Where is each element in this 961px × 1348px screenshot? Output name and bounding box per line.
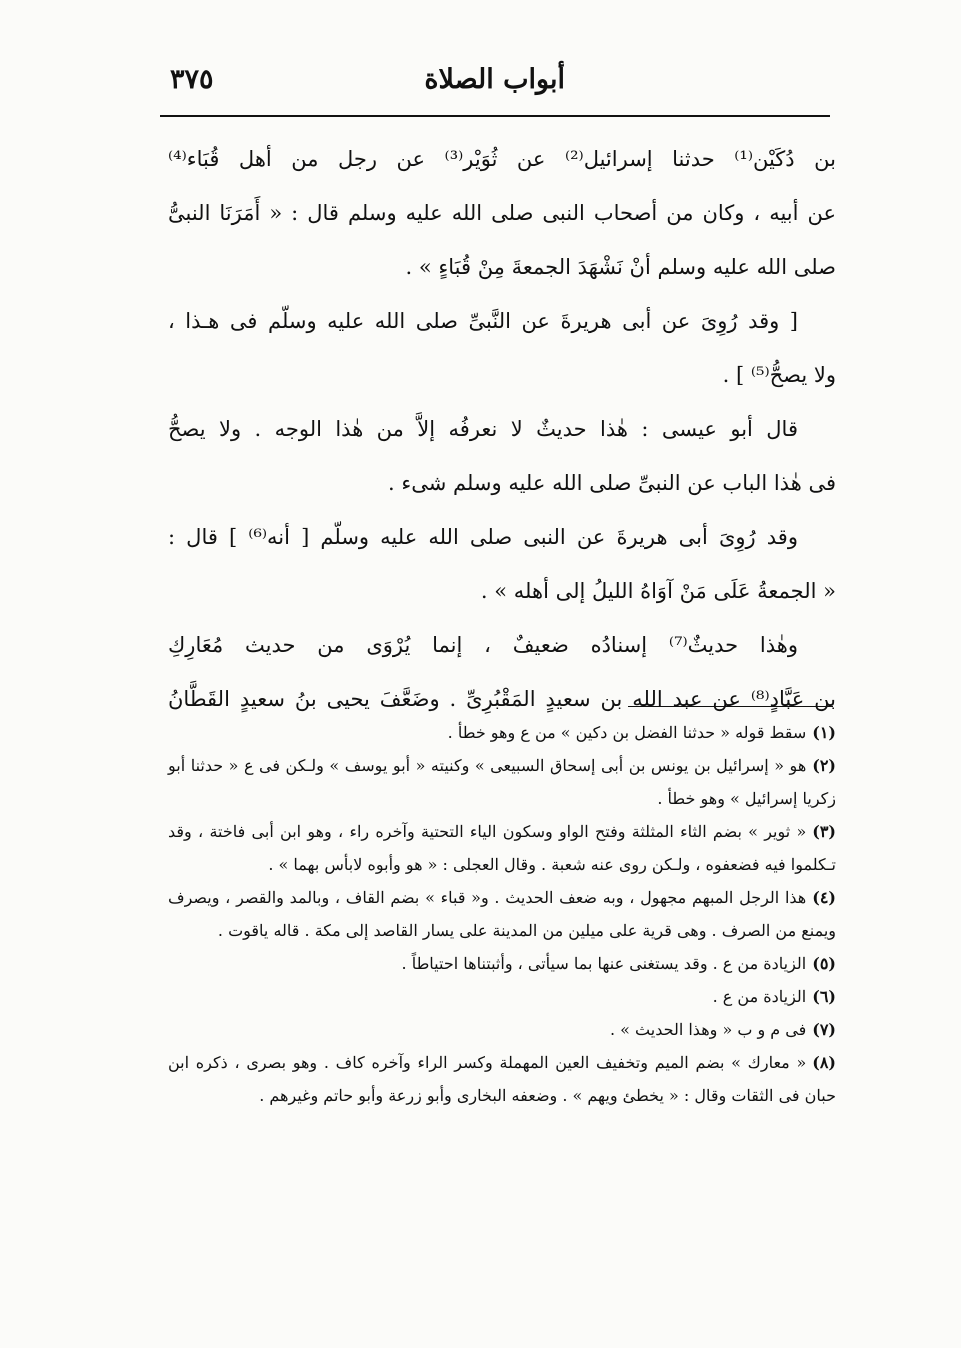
footnote <box>168 980 836 1013</box>
footnote <box>168 1013 836 1046</box>
text-line: بن دُكَيْن⁽¹⁾ حدثنا إسرائيل⁽²⁾ عن ثُوَيْر⁽³⁾ عن رجل من أهل قُبَاء⁽⁴⁾ <box>168 147 836 171</box>
footnote-number: (٦) <box>812 987 836 1006</box>
footnote-text: الزيادة من ع . وقد يستغنى عنها بما سيأتى ، وأثبتناها احتياطاً . <box>401 954 807 973</box>
text-line: ولا يصحُّ⁽⁵⁾ ] . <box>722 363 836 387</box>
page-number: ٣٧٥ <box>170 64 214 95</box>
footnote-number: (٧) <box>812 1020 836 1039</box>
footnote <box>168 947 836 980</box>
text-line: « الجمعةُ عَلَى مَنْ آوَاهُ الليلُ إلى أهله » . <box>480 579 836 603</box>
footnote-text: « ثوير » بضم الثاء المثلثة وفتح الواو وسكون الياء التحتية وآخره راء ، وهو ابن أبى فاختة ، وقد تـكلموا فيه فضعفوه ، ولـكن روى عنه شعبة . وقال العجلى : « هو وأبوه لابأس بهما » . <box>168 822 836 874</box>
footnote <box>168 749 836 815</box>
header-rule <box>160 115 830 117</box>
footnote-text: الزيادة من ع . <box>712 987 807 1006</box>
footnote-text: هو « إسرائيل بن يونس بن أبى إسحاق السبيعى » وكنيته « أبو يوسف » ولـكن فى ع « حدثنا أبو زكريا إسرائيل » وهو خطأ . <box>168 756 836 808</box>
footnote <box>168 815 836 881</box>
footnote-number: (١) <box>812 723 836 742</box>
running-title: أبواب الصلاة <box>424 64 565 95</box>
text-line: وقد رُوِىَ أبى هريرةَ عن النبى صلى الله عليه وسلّم [ أنه⁽⁶⁾ ] قال : <box>168 525 798 549</box>
footnote-text: هذا الرجل المبهم مجهول ، وبه ضعف الحديث . و« قباء » بضم القاف ، وبالمد والقصر ، ويصرف ويمنع من الصرف . وهى قرية على ميلين من المدينة على يسار القاصد إلى مكة . قاله ياقوت . <box>168 888 836 940</box>
text-line: وهٰذا حديثٌ⁽⁷⁾ إسنادُه ضعيفٌ ، إنما يُرْوَى من حديث مُعَارِكِ <box>168 633 798 657</box>
text-line: عن أبيه ، وكان من أصحاب النبى صلى الله عليه وسلم قال : « أَمَرَنَا النبىُّ <box>168 201 836 225</box>
footnote-number: (٨) <box>812 1053 836 1072</box>
text-line: صلى الله عليه وسلم أنْ نَشْهَدَ الجمعةَ مِنْ قُبَاءٍ » . <box>405 255 836 279</box>
text-line: بن عَبَّادٍ⁽⁸⁾ عن عبد الله بن سعيدٍ المَقْبُرِىِّ . وضَعَّفَ يحيى بنُ سعيدٍ القَطَّانُ <box>168 687 836 711</box>
footnote-text: « معارك » بضم الميم وتخفيف العين المهملة وكسر الراء وآخره كاف . وهو بصرى ، ذكره ابن حبان فى الثقات وقال : « يخطئ ويهم » . وضعفه البخارى وأبو زرعة وأبو حاتم وغيرهم . <box>168 1053 836 1105</box>
main-text <box>168 132 836 726</box>
text-line: [ وقد رُوِىَ عن أبى هريرةَ عن النَّبىِّ صلى الله عليه وسلّم فى هـذا ، <box>168 309 798 333</box>
text-line: فى هٰذا الباب عن النبىِّ صلى الله عليه وسلم شىء . <box>387 471 836 495</box>
footnote-number: (٤) <box>812 888 836 907</box>
footnote-number: (٥) <box>812 954 836 973</box>
footnote-number: (٢) <box>812 756 836 775</box>
footnote-text: فى م و ب « وهذا الحديث » . <box>610 1020 807 1039</box>
text-line: قال أبو عيسى : هٰذا حديثٌ لا نعرفُه إلاَّ من هٰذا الوجه . ولا يصحُّ <box>168 417 798 441</box>
footnote-rule <box>628 706 833 707</box>
footnote <box>168 716 836 749</box>
footnote <box>168 881 836 947</box>
footnote <box>168 1046 836 1112</box>
page-header <box>160 58 830 110</box>
footnote-text: سقط قوله « حدثنا الفضل بن دكين » من ع وهو خطأ . <box>447 723 807 742</box>
footnotes <box>168 716 836 1112</box>
footnote-number: (٣) <box>812 822 836 841</box>
